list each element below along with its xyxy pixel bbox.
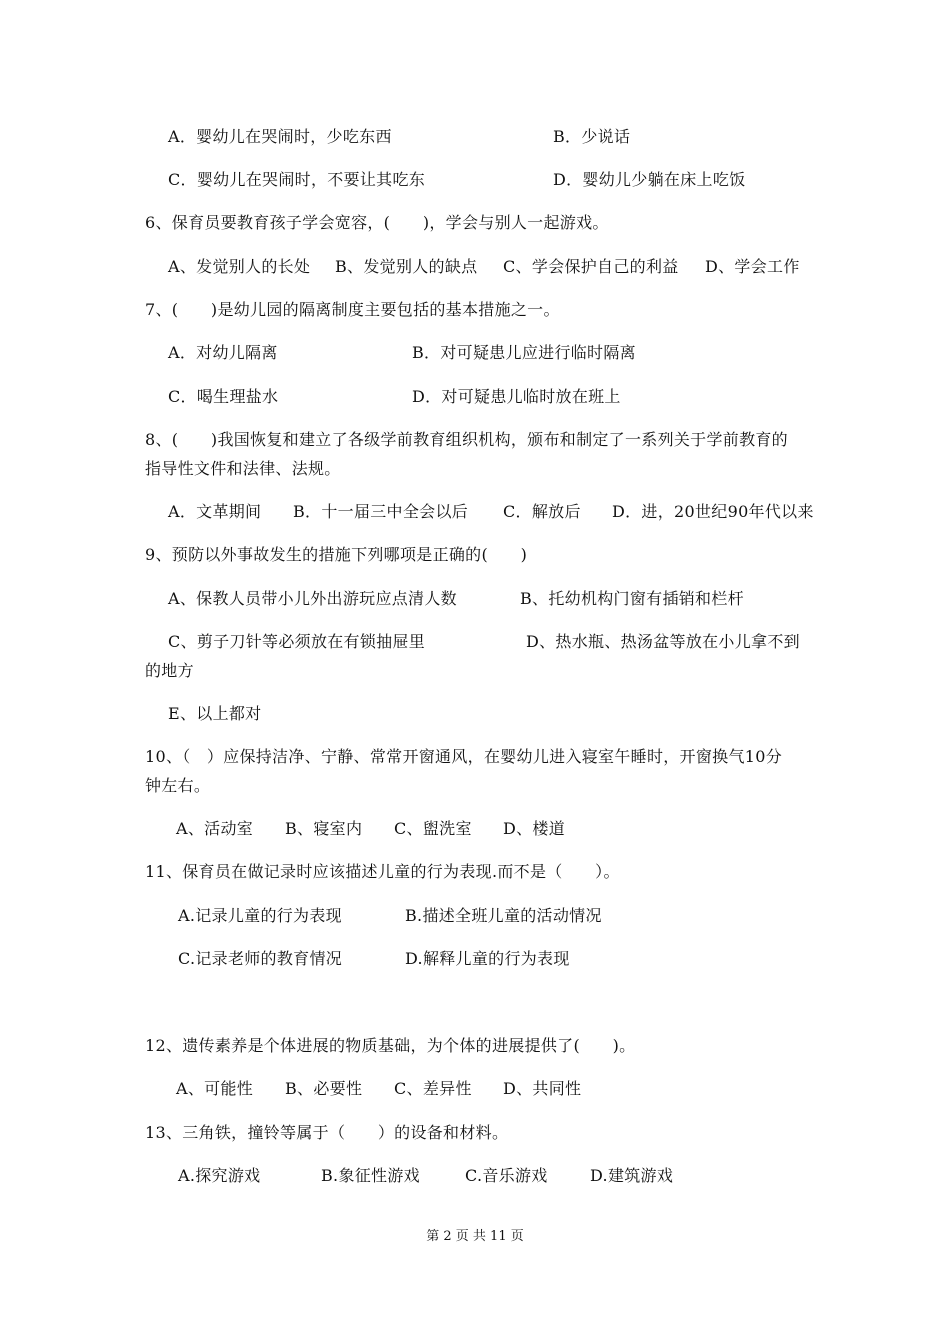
q8-option-a: A．文革期间 <box>168 502 262 521</box>
q6-stem: 6、保育员要教育孩子学会宽容，( )，学会与别人一起游戏。 <box>145 213 609 232</box>
q8-option-d: D．进，20世纪90年代以来 <box>612 502 814 521</box>
q6-option-c: C、学会保护自己的利益 <box>503 257 679 276</box>
q12-option-c: C、差异性 <box>394 1079 472 1098</box>
q13-option-b: B.象征性游戏 <box>321 1166 420 1185</box>
q11-option-c: C.记录老师的教育情况 <box>178 949 343 968</box>
q10-option-d: D、楼道 <box>503 819 566 838</box>
q9-option-a: A、保教人员带小儿外出游玩应点清人数 <box>168 589 457 608</box>
q7-option-a: A．对幼儿隔离 <box>168 343 278 362</box>
q11-option-b: B.描述全班儿童的活动情况 <box>405 906 602 925</box>
q5-option-a: A．婴幼儿在哭闹时，少吃东西 <box>168 127 392 146</box>
q5-option-c: C．婴幼儿在哭闹时，不要让其吃东 <box>168 170 426 189</box>
q12-option-d: D、共同性 <box>503 1079 582 1098</box>
q11-option-a: A.记录儿童的行为表现 <box>178 906 342 925</box>
q5-option-d: D．婴幼儿少躺在床上吃饭 <box>553 170 746 189</box>
q7-option-b: B．对可疑患儿应进行临时隔离 <box>412 343 636 362</box>
q10-option-b: B、寝室内 <box>285 819 363 838</box>
q10-stem-line2: 钟左右。 <box>145 776 211 795</box>
q8-stem-line2: 指导性文件和法律、法规。 <box>145 459 341 478</box>
q11-stem: 11、保育员在做记录时应该描述儿童的行为表现.而不是（ ）。 <box>145 862 620 881</box>
q8-option-c: C．解放后 <box>503 502 581 521</box>
q9-option-d-line2: 的地方 <box>145 661 194 680</box>
q11-option-d: D.解释儿童的行为表现 <box>405 949 570 968</box>
q10-stem-line1: 10、（ ）应保持洁净、宁静、常常开窗通风，在婴幼儿进入寝室午睡时，开窗换气10分 <box>145 747 783 766</box>
q6-option-d: D、学会工作 <box>705 257 800 276</box>
q5-option-b: B．少说话 <box>553 127 631 146</box>
q10-option-c: C、盥洗室 <box>394 819 472 838</box>
q9-option-e: E、以上都对 <box>168 704 262 723</box>
q13-option-a: A.探究游戏 <box>178 1166 261 1185</box>
page-number: 第 2 页 共 11 页 <box>426 1229 524 1244</box>
q8-option-b: B．十一届三中全会以后 <box>293 502 469 521</box>
q6-option-b: B、发觉别人的缺点 <box>335 257 478 276</box>
q8-stem-line1: 8、( )我国恢复和建立了各级学前教育组织机构，颁布和制定了一系列关于学前教育的 <box>145 430 788 449</box>
q13-stem: 13、三角铁，撞铃等属于（ ）的设备和材料。 <box>145 1123 509 1142</box>
q7-stem: 7、( )是幼儿园的隔离制度主要包括的基本措施之一。 <box>145 300 560 319</box>
q9-option-b: B、托幼机构门窗有插销和栏杆 <box>520 589 744 608</box>
q12-option-a: A、可能性 <box>176 1079 254 1098</box>
q6-option-a: A、发觉别人的长处 <box>168 257 311 276</box>
q10-option-a: A、活动室 <box>176 819 254 838</box>
q7-option-c: C．喝生理盐水 <box>168 387 279 406</box>
q9-stem: 9、预防以外事故发生的措施下列哪项是正确的( ) <box>145 545 528 564</box>
q13-option-d: D.建筑游戏 <box>590 1166 674 1185</box>
q9-option-c: C、剪子刀针等必须放在有锁抽屉里 <box>168 632 426 651</box>
q9-option-d-line1: D、热水瓶、热汤盆等放在小儿拿不到 <box>526 632 800 651</box>
q7-option-d: D．对可疑患儿临时放在班上 <box>412 387 621 406</box>
q12-option-b: B、必要性 <box>285 1079 363 1098</box>
q13-option-c: C.音乐游戏 <box>465 1166 548 1185</box>
q12-stem: 12、遗传素养是个体进展的物质基础，为个体的进展提供了( )。 <box>145 1036 636 1055</box>
